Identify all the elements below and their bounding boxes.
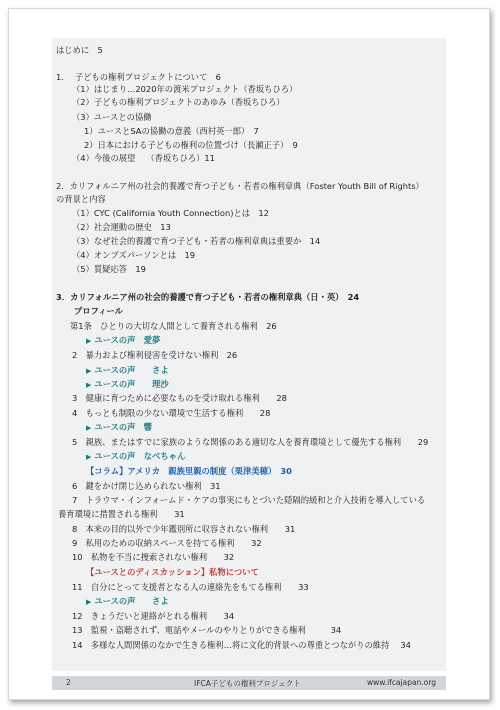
toc-section-1: 1. 子どもの権利プロジェクトについて 6: [56, 72, 221, 82]
toc-voice: ▶ ユースの声 愛夢: [86, 335, 161, 345]
triangle-bullet-icon: ▶: [86, 453, 92, 461]
toc-article: 6 鍵をかけ閉じ込められない権利 31: [72, 481, 221, 491]
footer-url: www.ifcajapan.org: [366, 678, 436, 687]
toc-item: （1）CYC (California Youth Connection)とは 12: [72, 208, 269, 218]
footer-title: IFCA子どもの権利プロジェクト: [194, 679, 301, 688]
toc-intro: はじめに 5: [56, 45, 103, 55]
toc-article: 14 多様な人間関係のなかで生きる権利…将に文化的背景への尊重とつながりの維持 34: [72, 640, 411, 650]
toc-section-2-cont: の背景と内容: [56, 194, 106, 204]
toc-item: （5）質疑応答 19: [72, 264, 146, 274]
toc-article: 8 本来の目的以外で少年鑑別所に収容されない権利 31: [72, 524, 296, 534]
toc-column: 【コラム】アメリカ 親族里親の制度（栗津美穂） 30: [86, 466, 292, 476]
toc-item: （4）今後の展望 （香坂ちひろ）11: [72, 153, 215, 163]
toc-item: （2）社会運動の歴史 13: [72, 222, 171, 232]
toc-item: （2）子どもの権利プロジェクトのあゆみ（香坂ちひろ）: [72, 97, 285, 107]
page-number: 2: [66, 678, 71, 687]
toc-voice: ▶ ユースの声 さよ: [86, 365, 169, 375]
toc-subitem: 2）日本における子どもの権利の位置づけ（長瀬正子） 9: [84, 140, 298, 150]
toc-article: 13 監視・盗聴されず、電話やメールのやりとりができる権利 34: [72, 625, 342, 635]
triangle-bullet-icon: ▶: [86, 424, 92, 432]
toc-article: 第1条 ひとりの大切な人間として養育される権利 26: [70, 321, 277, 331]
toc-item: （3）なぜ社会的養護で育つ子ども・若者の権利章典は重要か 14: [72, 236, 321, 246]
toc-voice: ▶ ユースの声 理沙: [86, 379, 169, 389]
toc-article: 5 親族、またはすでに家族のような関係のある適切な人を養育環境として優先する権利 29: [72, 437, 429, 447]
page-footer: [52, 676, 446, 690]
toc-section-3: 3．カリフォルニア州の社会的養護で育つ子ども・若者の権利章典（日・英） 24: [56, 292, 360, 302]
toc-article: 11 自分にとって支援者となる人の連絡先をもてる権利 33: [72, 582, 309, 592]
triangle-bullet-icon: ▶: [86, 367, 92, 375]
toc-voice: ▶ ユースの声 さよ: [86, 596, 169, 606]
toc-article: 3 健康に育つために必要なものを受け取れる権利 28: [72, 393, 287, 403]
toc-voice: ▶ ユースの声 なべちゃん: [86, 451, 186, 461]
toc-article: 4 もっとも制限の少ない環境で生活する権利 28: [72, 408, 271, 418]
toc-profile: プロフィール: [74, 306, 123, 316]
toc-article: 9 私用のための収納スペースを持てる権利 32: [72, 538, 262, 548]
toc-item: （4）オンブズパーソンとは 19: [72, 250, 196, 260]
toc-article: 2 暴力および権利侵害を受けない権利 26: [72, 350, 238, 360]
toc-article: 12 きょうだいと連絡がとれる権利 34: [72, 611, 235, 621]
toc-voice: ▶ ユースの声 響: [86, 422, 153, 432]
toc-item: （1）はじまり…2020年の渡米プロジェクト（香坂ちひろ）: [72, 84, 298, 94]
toc-section-2: 2．カリフォルニア州の社会的養護で育つ子ども・若者の権利章典（Foster Youth Bill of Rights）: [56, 181, 424, 191]
triangle-bullet-icon: ▶: [86, 381, 92, 389]
toc-article: 10 私物を不当に捜索されない権利 32: [72, 552, 235, 562]
toc-discussion: 【ユースとのディスカッション】私物について: [86, 567, 259, 577]
toc-subitem: 1）ユースとSAの協働の意義（西村英一郎） 7: [84, 126, 259, 136]
triangle-bullet-icon: ▶: [86, 598, 92, 606]
triangle-bullet-icon: ▶: [86, 337, 92, 345]
toc-item: （3）ユースとの協働: [72, 112, 152, 122]
toc-article: 7 トラウマ・インフォームド・ケアの事実にもとづいた隠隔的緩和と介入技術を導入している: [72, 495, 426, 505]
toc-article-cont: 養育環境に措置される権利 31: [58, 509, 185, 519]
